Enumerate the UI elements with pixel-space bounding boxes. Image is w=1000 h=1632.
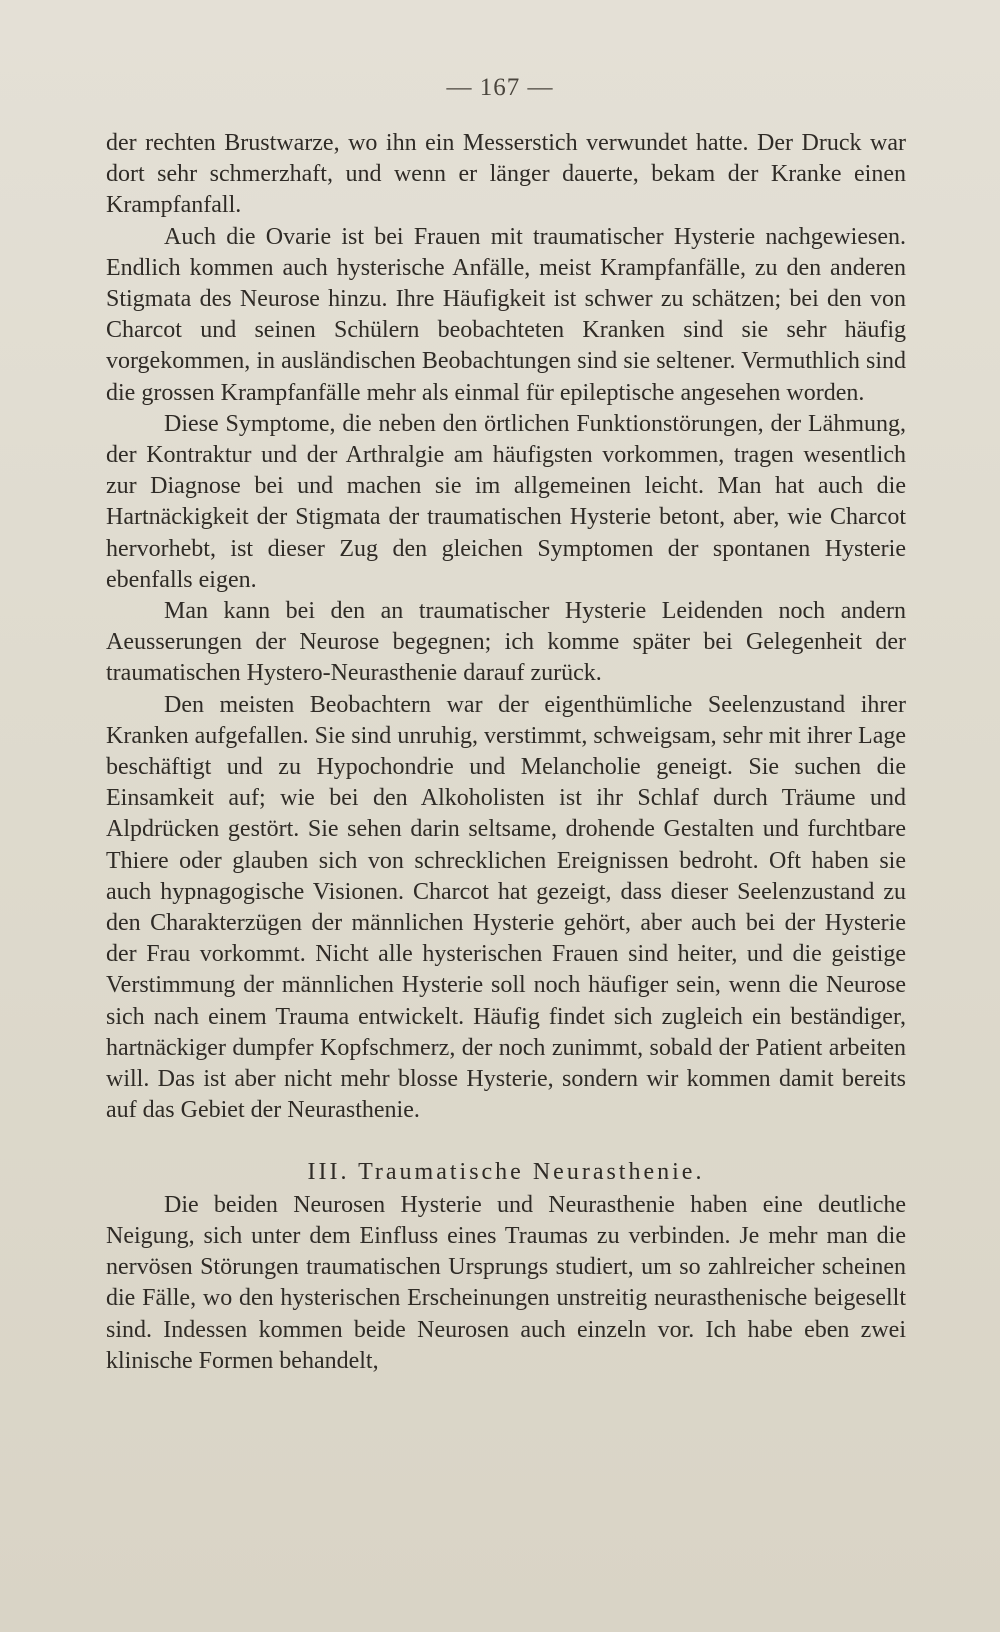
paragraph-seelenzustand: Den meisten Beobachtern war der eigenthümliche Seelenzustand ihrer Kranken aufgefallen. Sie sind unruhig, verstimmt, schweigsam, sehr mit ihrer Lage beschäftigt und zu Hypochondrie und Melancholie geneigt. Sie suchen die Einsamkeit auf; wie bei den Alkoholisten ist ihr Schlaf durch Träume und Alpdrücken gestört. Sie sehen darin seltsame, drohende Gestalten und furchtbare Thiere oder glauben sich von schrecklichen Ereignissen bedroht. Oft haben sie auch hypnagogische Visionen. Charcot hat gezeigt, dass dieser Seelenzustand zu den Charakterzügen der männlichen Hysterie gehört, aber auch bei der Hysterie der Frau vorkommt. Nicht alle hysterischen Frauen sind heiter, und die geistige Verstimmung der männlichen Hysterie soll noch häufiger sein, wenn die Neurose sich nach einem Trauma entwickelt. Häufig findet sich zugleich ein beständiger, hartnäckiger dumpfer Kopfschmerz, der noch zunimmt, sobald der Patient arbeiten will. Das ist aber nicht mehr blosse Hysterie, sondern wir kommen damit bereits auf das Gebiet der Neurasthenie.	[106, 691, 906, 1124]
body-text	[106, 128, 906, 1377]
paragraph-neurasthenie: Die beiden Neurosen Hysterie und Neurasthenie haben eine deutliche Neigung, sich unter dem Einfluss eines Traumas zu verbinden. Je mehr man die nervösen Störungen traumatischen Ursprungs studiert, um so zahlreicher scheinen die Fälle, wo den hysterischen Erscheinungen unstreitig neurasthenische beigesellt sind. Indessen kommen beide Neurosen auch einzeln vor. Ich habe eben zwei klinische Formen behandelt,	[106, 1191, 906, 1374]
paragraph-aeusserungen: Man kann bei den an traumatischer Hysterie Leidenden noch andern Aeusserungen der Neurose begegnen; ich komme später bei Gelegenheit der traumatischen Hystero-Neurasthenie darauf zurück.	[106, 598, 906, 687]
paragraph-symptome: Diese Symptome, die neben den örtlichen Funktionstörungen, der Lähmung, der Kontraktur und der Arthralgie am häufigsten vorkommen, tragen wesentlich zur Diagnose bei und machen sie im allgemeinen leicht. Man hat auch die Hartnäckigkeit der Stigmata der traumatischen Hysterie betont, aber, wie Charcot hervorhebt, ist dieser Zug den gleichen Symptomen der spontanen Hysterie ebenfalls eigen.	[106, 410, 906, 593]
section-heading: III. Traumatische Neurasthenie.	[307, 1158, 705, 1185]
page-number: — 167 —	[446, 74, 554, 101]
paragraph-ovarie: Auch die Ovarie ist bei Frauen mit traumatischer Hysterie nachgewiesen. Endlich kommen auch hysterische Anfälle, meist Krampfanfälle, zu den anderen Stigmata des Neurose hinzu. Ihre Häufigkeit ist schwer zu schätzen; bei den von Charcot und seinen Schülern beobachteten Kranken sind sie sehr häufig vorgekommen, in ausländischen Beobachtungen sind sie seltener. Vermuthlich sind die grossen Krampfanfälle mehr als einmal für epileptische angesehen worden.	[106, 223, 906, 406]
paragraph-continuation: der rechten Brustwarze, wo ihn ein Messerstich verwundet hatte. Der Druck war dort sehr schmerzhaft, und wenn er länger dauerte, bekam der Kranke einen Krampfanfall.	[106, 130, 906, 219]
